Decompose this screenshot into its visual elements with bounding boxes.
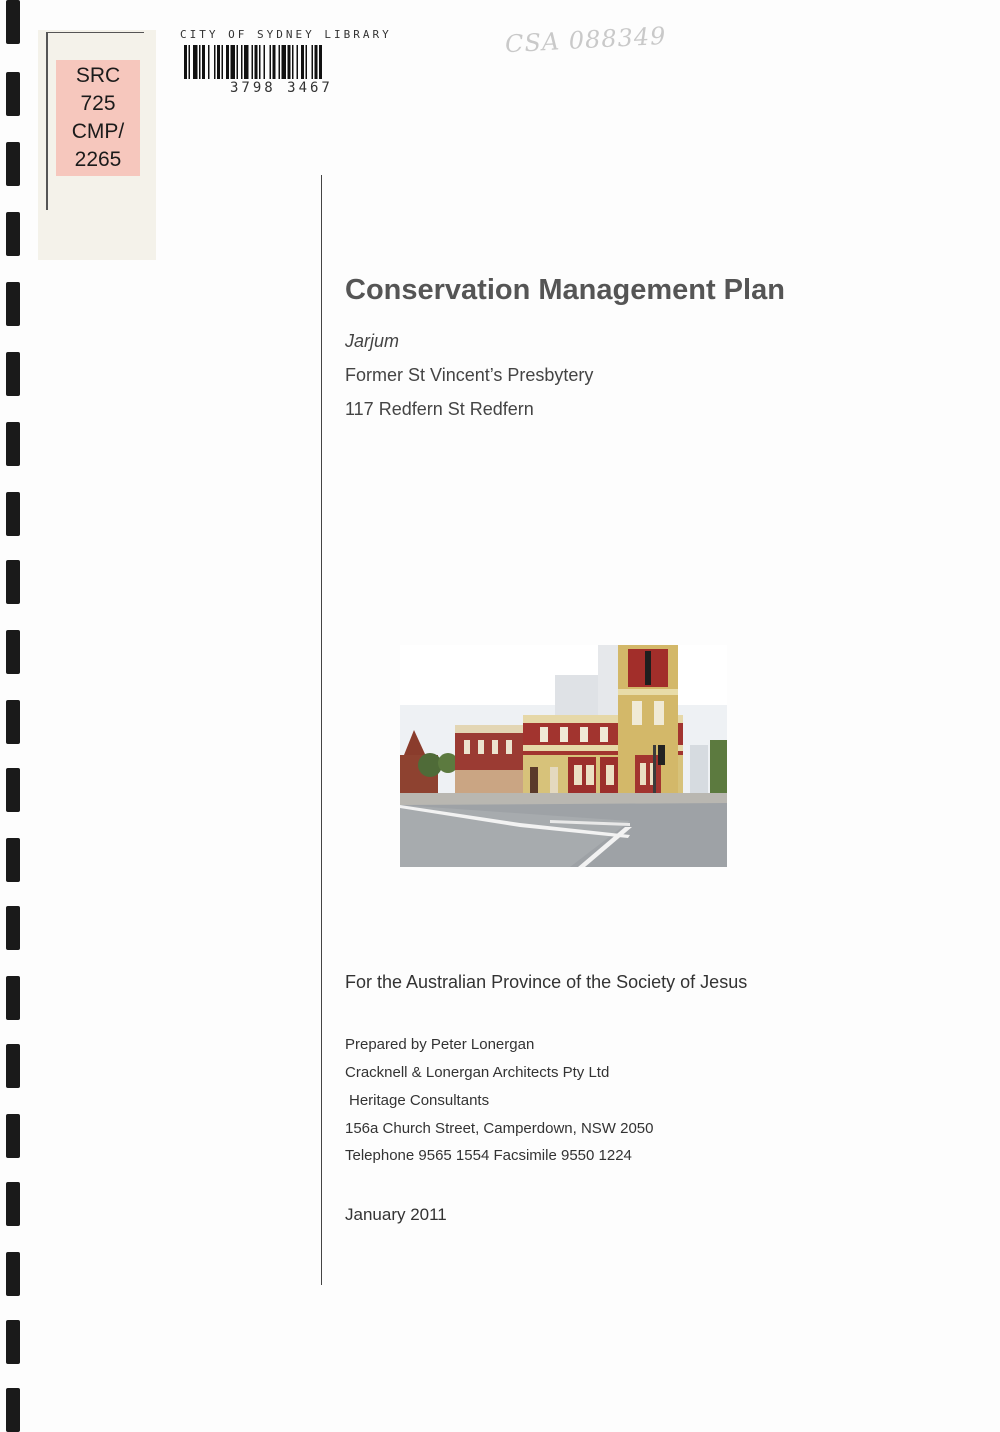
document-date: January 2011 bbox=[345, 1205, 447, 1224]
handwritten-note: CSA 088349 bbox=[504, 21, 668, 59]
binding-hole bbox=[6, 1182, 20, 1226]
binding-hole bbox=[6, 352, 20, 396]
binding-hole bbox=[6, 72, 20, 116]
binding-hole bbox=[6, 282, 20, 326]
binding-hole bbox=[6, 212, 20, 256]
barcode-bars bbox=[184, 45, 380, 79]
barcode-library-name: CITY OF SYDNEY LIBRARY bbox=[180, 28, 392, 41]
binding-holes bbox=[6, 0, 24, 1432]
call-number-line: 725 bbox=[80, 92, 116, 115]
binding-hole bbox=[6, 1252, 20, 1296]
call-number bbox=[56, 60, 140, 176]
binding-hole bbox=[6, 1320, 20, 1364]
binding-hole bbox=[6, 976, 20, 1020]
call-number-line: 2265 bbox=[74, 148, 122, 171]
binding-hole bbox=[6, 422, 20, 466]
binding-hole bbox=[6, 0, 20, 44]
subject-former-name: Former St Vincent’s Presbytery bbox=[345, 365, 594, 385]
binding-hole bbox=[6, 838, 20, 882]
firm-role: Heritage Consultants bbox=[349, 1092, 490, 1109]
subject-address: 117 Redfern St Redfern bbox=[345, 399, 534, 419]
binding-hole bbox=[6, 560, 20, 604]
binding-hole bbox=[6, 768, 20, 812]
binding-hole bbox=[6, 906, 20, 950]
firm-address: 156a Church Street, Camperdown, NSW 2050 bbox=[345, 1120, 654, 1137]
binding-hole bbox=[6, 1388, 20, 1432]
label-border-top bbox=[48, 32, 144, 33]
binding-hole bbox=[6, 1114, 20, 1158]
vertical-divider bbox=[321, 175, 322, 1285]
client-line: For the Australian Province of the Society of Jesus bbox=[345, 972, 748, 992]
building-photo-illustration bbox=[400, 645, 727, 867]
building-photo bbox=[400, 645, 727, 867]
call-number-line: CMP/ bbox=[71, 120, 125, 143]
binding-hole bbox=[6, 142, 20, 186]
call-number-line: SRC bbox=[75, 64, 121, 87]
library-spine-label bbox=[38, 30, 156, 260]
binding-hole bbox=[6, 1044, 20, 1088]
label-border-left bbox=[46, 32, 48, 210]
barcode-number: 3798 3467 bbox=[230, 80, 333, 96]
subject-name: Jarjum bbox=[345, 331, 400, 351]
library-barcode bbox=[180, 28, 392, 100]
prepared-by: Prepared by Peter Lonergan bbox=[345, 1036, 535, 1053]
binding-hole bbox=[6, 492, 20, 536]
document-title: Conservation Management Plan bbox=[345, 274, 785, 306]
binding-hole bbox=[6, 700, 20, 744]
binding-hole bbox=[6, 630, 20, 674]
firm-phone: Telephone 9565 1554 Facsimile 9550 1224 bbox=[345, 1147, 632, 1164]
firm-name: Cracknell & Lonergan Architects Pty Ltd bbox=[345, 1064, 610, 1081]
